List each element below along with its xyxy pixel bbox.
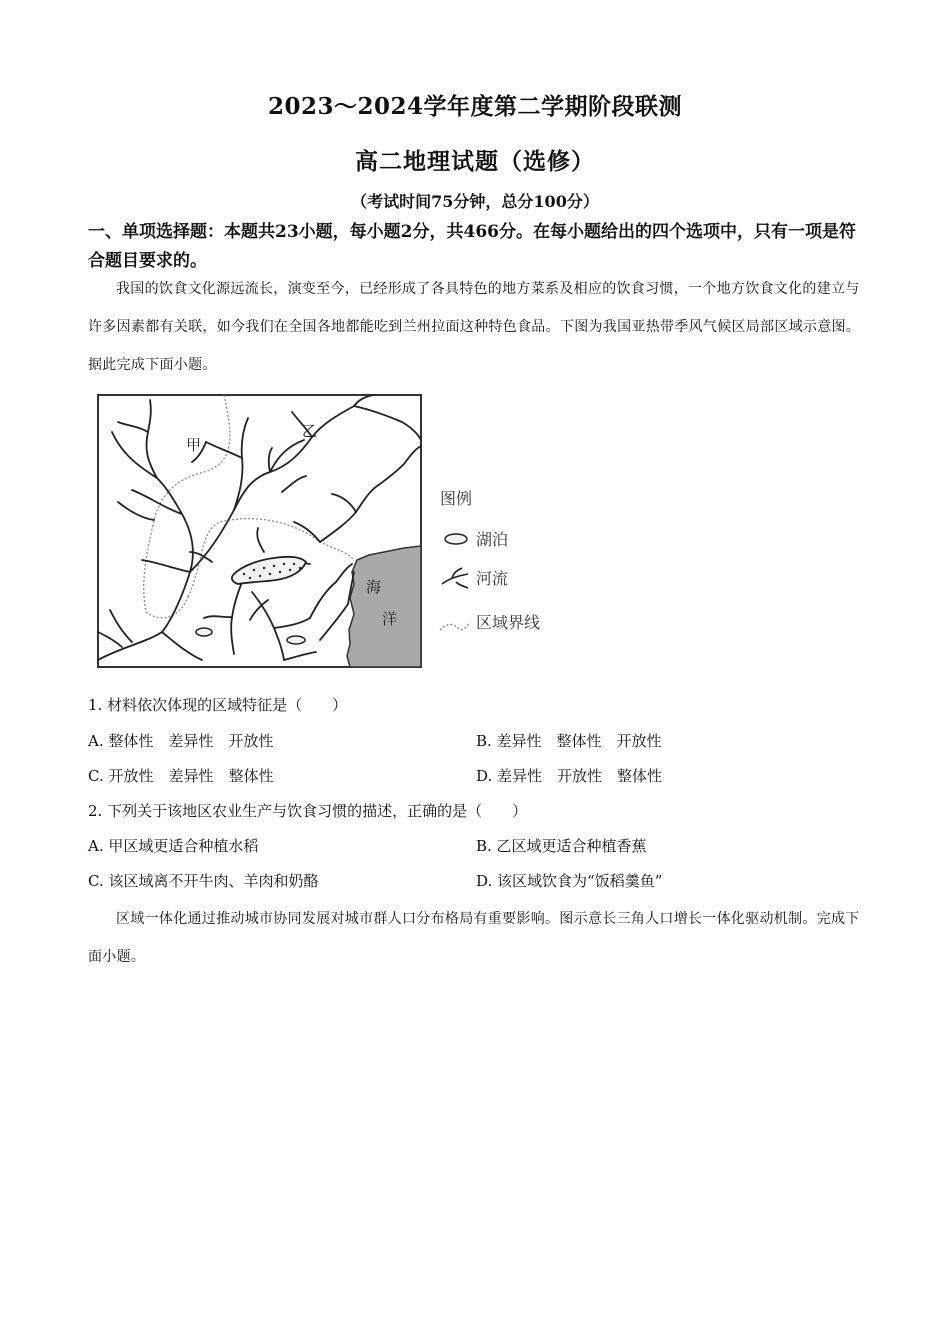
legend-lake-label: 湖泊 <box>476 530 509 549</box>
sea-label-1: 海 <box>366 578 382 596</box>
legend-boundary-label: 区域界线 <box>476 613 541 632</box>
legend-boundary-symbol <box>440 622 470 630</box>
question-1-option-b[interactable]: B. 差异性 整体性 开放性 <box>476 732 662 750</box>
sea-label-2: 洋 <box>382 610 398 628</box>
question-2-option-c[interactable]: C. 该区域离不开牛肉、羊肉和奶酪 <box>88 872 319 890</box>
small-lake-2 <box>287 636 305 644</box>
question-1-option-a[interactable]: A. 整体性 差异性 开放性 <box>88 732 274 750</box>
region-map <box>92 392 562 672</box>
small-lake-1 <box>196 628 212 636</box>
question-2-option-b[interactable]: B. 乙区域更适合种植香蕉 <box>476 837 647 855</box>
question-1-option-c[interactable]: C. 开放性 差异性 整体性 <box>88 767 274 785</box>
question-2-stem: 2. 下列关于该地区农业生产与饮食习惯的描述，正确的是（ ） <box>88 802 528 820</box>
sea-area <box>347 546 421 667</box>
question-1-option-d[interactable]: D. 差异性 开放性 整体性 <box>476 767 663 785</box>
section-heading: 一、单项选择题：本题共23小题，每小题2分，共466分。在每小题给出的四个选项中，只有一项是符合题目要求的。 <box>88 222 856 271</box>
exam-info: （考试时间75分钟，总分100分） <box>351 192 599 211</box>
passage-1: 我国的饮食文化源远流长，演变至今，已经形成了各具特色的地方菜系及相应的饮食习惯，一个地方饮食文化的建立与许多因素都有关联，如今我们在全国各地都能吃到兰州拉面这种特色食品。下图为我国亚热带季风气候区局部区域示意图。据此完成下面小题。 <box>88 281 861 373</box>
region-label-yi: 乙 <box>302 422 318 440</box>
question-1-stem: 1. 材料依次体现的区域特征是（ ） <box>88 696 348 714</box>
exam-title: 2023～2024学年度第二学期阶段联测 <box>267 93 683 120</box>
legend-river-label: 河流 <box>476 569 509 588</box>
region-label-jia: 甲 <box>186 436 202 454</box>
legend-title: 图例 <box>440 489 473 508</box>
question-2-option-d[interactable]: D. 该区域饮食为“饭稻羹鱼” <box>476 872 663 890</box>
passage-2: 区域一体化通过推动城市协同发展对城市群人口分布格局有重要影响。图示意长三角人口增长一体化驱动机制。完成下面小题。 <box>88 911 860 965</box>
question-2-option-a[interactable]: A. 甲区域更适合种植水稻 <box>88 837 259 855</box>
exam-subject-title: 高二地理试题（选修） <box>355 148 595 175</box>
legend-river-symbol <box>442 568 468 588</box>
legend-lake-symbol <box>445 534 467 544</box>
